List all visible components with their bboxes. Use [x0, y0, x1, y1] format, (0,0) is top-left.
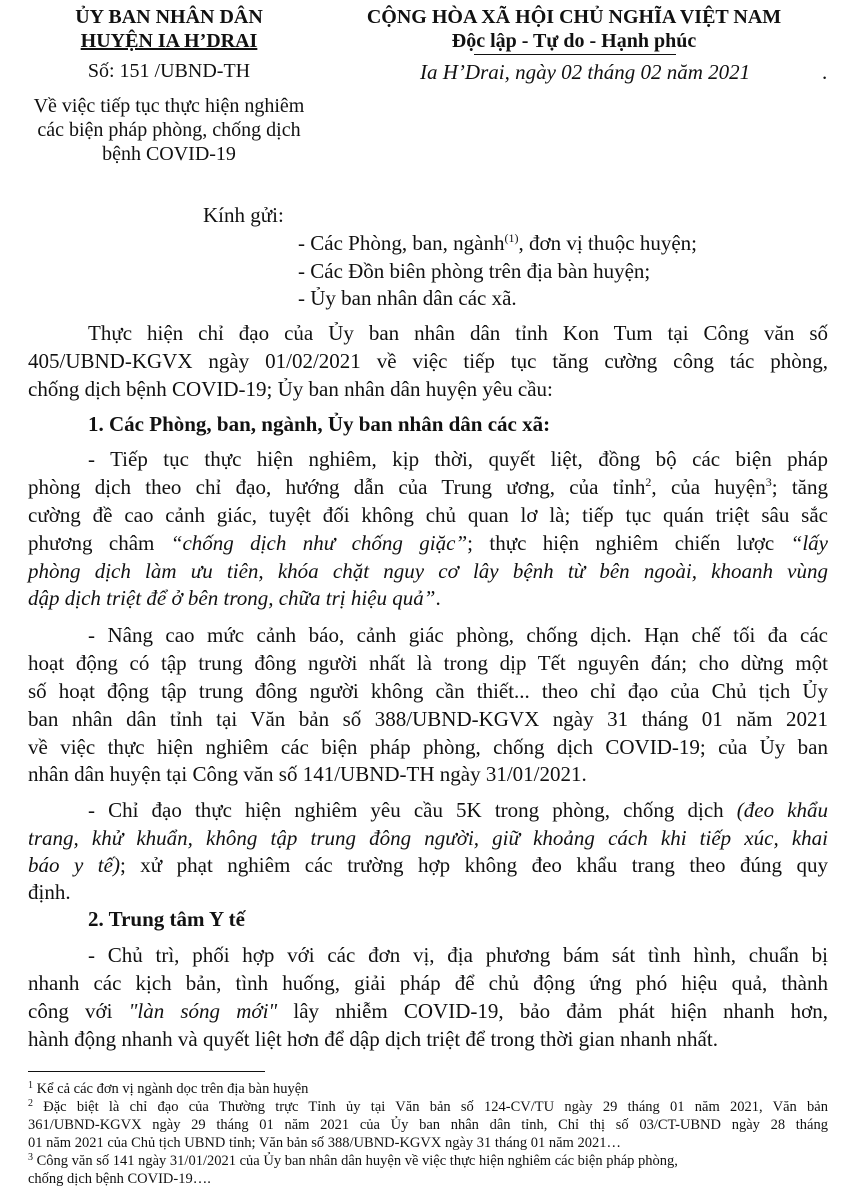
paragraph-line: hành động nhanh và quyết liệt hơn để dập dịch triệt để trong thời gian nhanh nhất. [28, 1027, 718, 1051]
paragraph-line: hoạt động có tập trung đông người nhất là trong dịp Tết nguyên đán; cho dừng một [28, 651, 828, 675]
footnote-ref: 2 [645, 475, 652, 489]
paragraph-line: - Chỉ đạo thực hiện nghiêm yêu cầu 5K trong phòng, chống dịch (đeo khẩu [88, 798, 828, 822]
paragraph-line: - Chủ trì, phối hợp với các đơn vị, địa phương bám sát tình hình, chuẩn bị [88, 943, 828, 967]
paragraph-line: phương châm “chống dịch như chống giặc”; thực hiện nghiêm chiến lược “lấy [28, 531, 828, 555]
section-1-heading: 1. Các Phòng, ban, ngành, Ủy ban nhân dân các xã: [88, 412, 551, 436]
subject-line: Về việc tiếp tục thực hiện nghiêm [33, 95, 305, 117]
recipients-label: Kính gửi: [203, 203, 284, 227]
footnote-3: $^3$ Công văn số 141 ngày 31/01/2021 của Ủy ban nhân dân huyện về việc thực hiện nghiêm các biện pháp phòng, [28, 1152, 678, 1169]
paragraph-line: phòng dịch làm ưu tiên, khóa chặt nguy cơ lây bệnh từ bên ngoài, khoanh vùng [28, 559, 828, 583]
issuing-district: HUYỆN IA H’DRAI [80, 30, 258, 52]
place-date: Ia H’Drai, ngày 02 tháng 02 năm 2021 [420, 60, 751, 84]
paragraph-line: phòng dịch theo chỉ đạo, hướng dẫn của Trung ương, của tỉnh$^2$, của huyện$^3$; tăng [28, 475, 828, 499]
footnote-2: $^2$ Đặc biệt là chỉ đạo của Thường trực Tỉnh ủy tại Văn bản số 124-CV/TU ngày 29 tháng 01 năm 2021, Văn bản [28, 1098, 828, 1115]
footnote-3-cont: chống dịch bệnh COVID-19…. [28, 1171, 211, 1187]
motto-underline [474, 54, 676, 55]
paragraph-line: nhân dân huyện tại Công văn số 141/UBND-TH ngày 31/01/2021. [28, 762, 587, 786]
paragraph-line: - Nâng cao mức cảnh báo, cảnh giác phòng, chống dịch. Hạn chế tối đa các [88, 623, 828, 647]
document-number: Số: 151 /UBND-TH [87, 60, 251, 82]
paragraph-line: dập dịch triệt để ở bên trong, chữa trị hiệu quả”. [28, 586, 441, 610]
footnote-2-cont: 01 năm 2021 của Chủ tịch UBND tỉnh; Văn bản số 388/UBND-KGVX ngày 31 tháng 01 năm 2021… [28, 1135, 621, 1151]
subject-line: các biện pháp phòng, chống dịch [37, 119, 301, 141]
national-title: CỘNG HÒA XÃ HỘI CHỦ NGHĨA VIỆT NAM [366, 6, 782, 28]
paragraph-line: trang, khử khuẩn, không tập trung đông người, giữ khoảng cách khi tiếp xúc, khai [28, 826, 828, 850]
intro-line: Thực hiện chỉ đạo của Ủy ban nhân dân tỉnh Kon Tum tại Công văn số [88, 321, 828, 345]
paragraph-line: ban nhân dân tỉnh tại Văn bản số 388/UBND-KGVX ngày 31 tháng 01 năm 2021 [28, 707, 828, 731]
recipient-departments: - Các Phòng, ban, ngành$^{(1)}$, đơn vị thuộc huyện; [298, 231, 697, 255]
paragraph-line: số hoạt động tập trung đông người không cần thiết... theo chỉ đạo của Chủ tịch Ủy [28, 679, 828, 703]
national-motto: Độc lập - Tự do - Hạnh phúc [451, 30, 697, 52]
issuing-authority: ỦY BAN NHÂN DÂN [75, 6, 263, 28]
footnote-2-cont: 361/UBND-KGVX ngày 29 tháng 01 năm 2021 của Ủy ban nhân dân tỉnh, Chỉ thị số 03/CT-UBND ngày 28 tháng [28, 1117, 828, 1133]
section-2-heading: 2. Trung tâm Y tế [88, 907, 245, 931]
paragraph-line: báo y tế); xử phạt nghiêm các trường hợp không đeo khẩu trang theo đúng quy [28, 853, 828, 877]
paragraph-line: - Tiếp tục thực hiện nghiêm, kịp thời, quyết liệt, đồng bộ các biện pháp [88, 447, 828, 471]
trailing-dot: . [822, 60, 828, 84]
intro-line: 405/UBND-KGVX ngày 01/02/2021 về việc tiếp tục tăng cường công tác phòng, [28, 349, 828, 373]
footnote-ref: 3 [765, 475, 772, 489]
intro-line: chống dịch bệnh COVID-19; Ủy ban nhân dân huyện yêu cầu: [28, 377, 553, 401]
document-subject [8, 94, 330, 166]
paragraph-line: công với "làn sóng mới" lây nhiễm COVID-19, bảo đảm phát hiện nhanh hơn, [28, 999, 828, 1023]
recipient-border-posts: - Các Đồn biên phòng trên địa bàn huyện; [298, 259, 651, 283]
recipient-communes: - Ủy ban nhân dân các xã. [298, 286, 517, 310]
footnote-ref: (1) [504, 231, 519, 245]
paragraph-line: định. [28, 880, 71, 904]
paragraph-line: nhanh các kịch bản, tình huống, giải pháp để chủ động ứng phó hiệu quả, thành [28, 971, 828, 995]
paragraph-line: về việc thực hiện nghiêm các biện pháp phòng, chống dịch COVID-19; của Ủy ban [28, 735, 828, 759]
paragraph-line: cường đề cao cảnh giác, tuyệt đối không chủ quan lơ là; tiếp tục quán triệt sâu sắc [28, 503, 828, 527]
footnote-separator [28, 1071, 265, 1072]
subject-line: bệnh COVID-19 [102, 143, 236, 165]
footnote-1: $^1$ Kể cả các đơn vị ngành dọc trên địa bàn huyện [28, 1080, 309, 1097]
